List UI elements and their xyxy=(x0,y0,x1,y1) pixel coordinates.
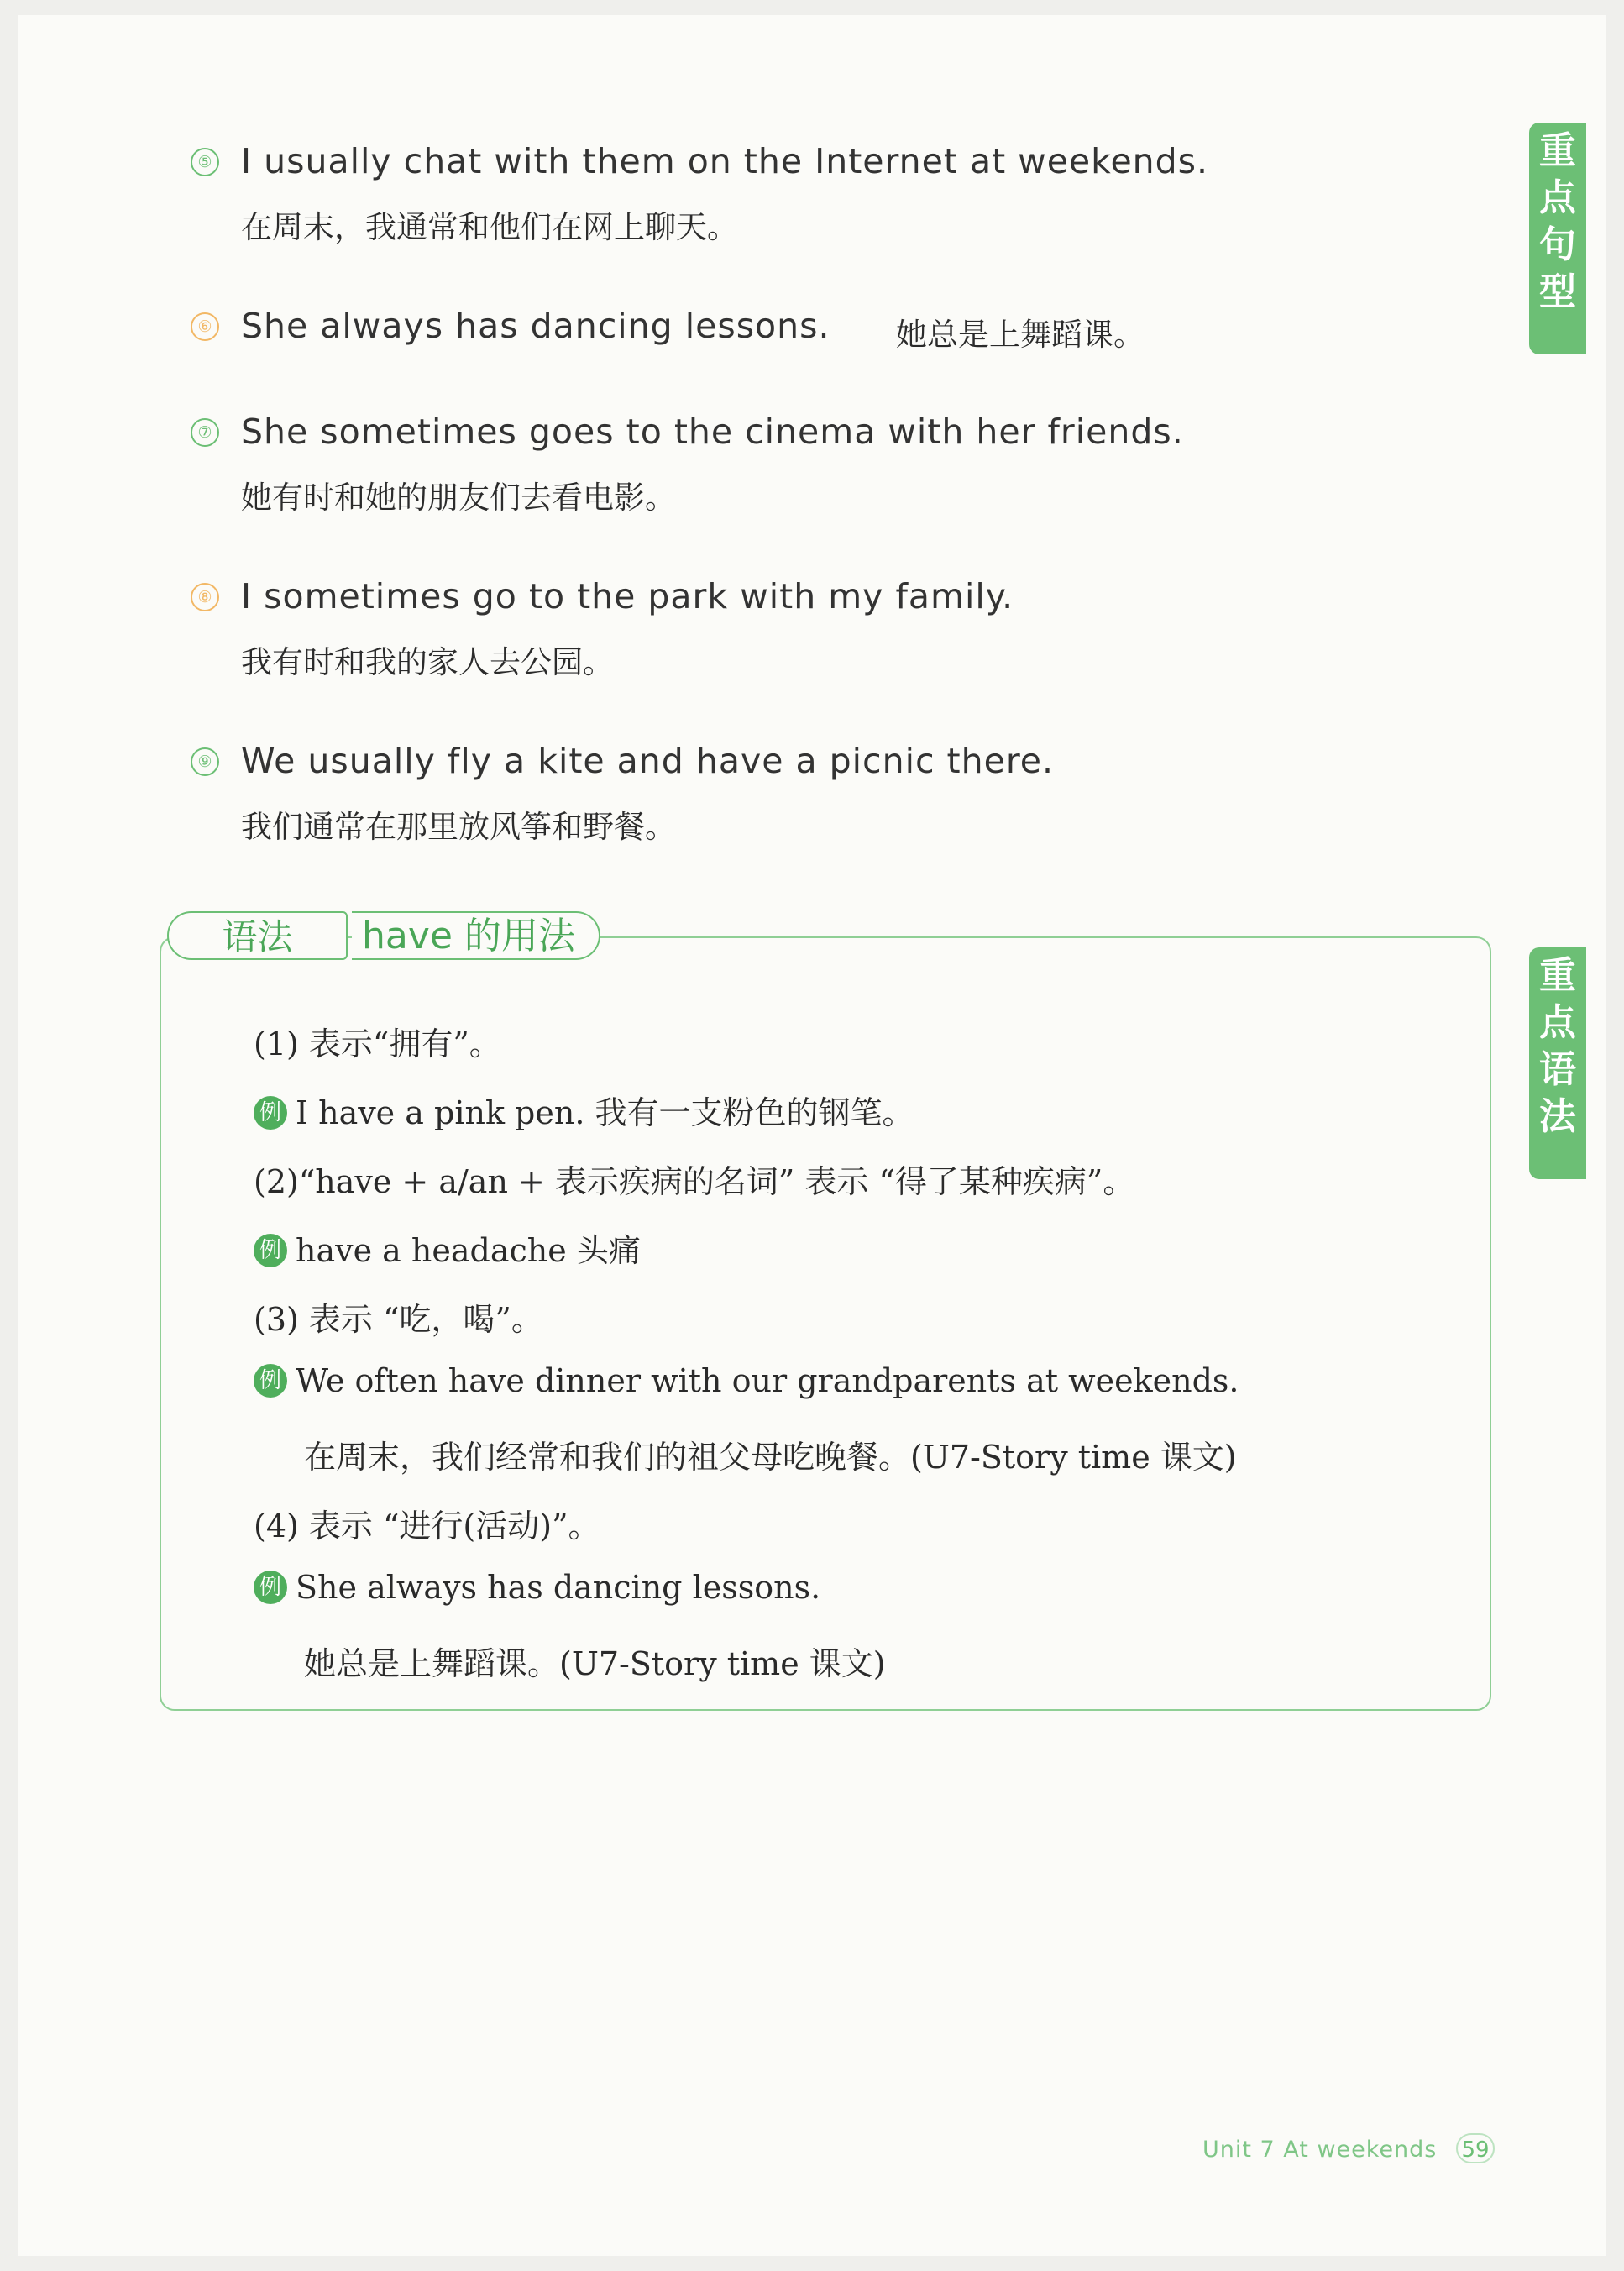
textbook-page xyxy=(18,15,1606,2256)
footer-unit-title: Unit 7 At weekends xyxy=(1202,2137,1438,2163)
example-badge-icon: 例 xyxy=(254,1364,287,1398)
grammar-point: (1) 表示“拥有”。 xyxy=(254,1025,501,1062)
side-tab-char: 型 xyxy=(1539,270,1576,313)
sentence-english: She sometimes goes to the cinema with her friends. xyxy=(241,412,1184,452)
example-text: We often have dinner with our grandparents at weekends. xyxy=(296,1362,1239,1399)
example-translation: 她总是上舞蹈课。(U7-Story time 课文) xyxy=(304,1645,886,1682)
sentence-number: ⑧ xyxy=(191,583,219,611)
example-badge-icon: 例 xyxy=(254,1096,287,1130)
grammar-example xyxy=(254,1362,1239,1401)
sentence-number: ⑥ xyxy=(191,312,219,341)
sentence-chinese: 我有时和我的家人去公园。 xyxy=(241,644,614,680)
side-tab-char: 语 xyxy=(1539,1048,1576,1091)
sentence-chinese: 在周末，我通常和他们在网上聊天。 xyxy=(241,209,738,245)
sentence-chinese: 我们通常在那里放风筝和野餐。 xyxy=(241,809,676,845)
example-translation: 在周末，我们经常和我们的祖父母吃晚餐。(U7-Story time 课文) xyxy=(304,1439,1237,1476)
side-tab-char: 重 xyxy=(1539,129,1576,172)
grammar-example xyxy=(254,1225,641,1271)
side-tab-char: 点 xyxy=(1539,1001,1576,1044)
side-tab-char: 重 xyxy=(1539,954,1576,997)
grammar-point: (4) 表示 “进行(活动)”。 xyxy=(254,1508,600,1545)
grammar-point: (2)“have + a/an + 表示疾病的名词” 表示 “得了某种疾病”。 xyxy=(254,1163,1135,1200)
side-tab-char: 句 xyxy=(1539,223,1576,266)
side-tab-char: 点 xyxy=(1539,176,1576,219)
grammar-tag: 语法 xyxy=(167,911,348,960)
sentence-english: She always has dancing lessons. xyxy=(241,306,830,346)
sentence-english: I usually chat with them on the Internet at weekends. xyxy=(241,141,1209,181)
example-badge-icon: 例 xyxy=(254,1571,287,1604)
sentence-english: We usually fly a kite and have a picnic there. xyxy=(241,741,1055,781)
grammar-point: (3) 表示 “吃，喝”。 xyxy=(254,1301,543,1338)
sentence-english: I sometimes go to the park with my family. xyxy=(241,576,1014,616)
page-number: 59 xyxy=(1456,2133,1495,2163)
grammar-title: have 的用法 xyxy=(352,911,600,960)
example-badge-icon: 例 xyxy=(254,1234,287,1267)
grammar-example xyxy=(254,1569,820,1608)
side-tab-key-grammar xyxy=(1529,947,1586,1179)
example-text: I have a pink pen. 我有一支粉色的钢笔。 xyxy=(296,1094,914,1131)
sentence-chinese: 她有时和她的朋友们去看电影。 xyxy=(241,480,676,516)
grammar-example xyxy=(254,1087,914,1133)
example-text: have a headache 头痛 xyxy=(296,1232,641,1269)
sentence-number: ⑦ xyxy=(191,418,219,447)
sentence-number: ⑤ xyxy=(191,148,219,176)
side-tab-char: 法 xyxy=(1539,1095,1576,1138)
sentence-number: ⑨ xyxy=(191,747,219,776)
example-text: She always has dancing lessons. xyxy=(296,1569,821,1606)
side-tab-key-sentences xyxy=(1529,123,1586,354)
sentence-chinese: 她总是上舞蹈课。 xyxy=(896,317,1145,353)
